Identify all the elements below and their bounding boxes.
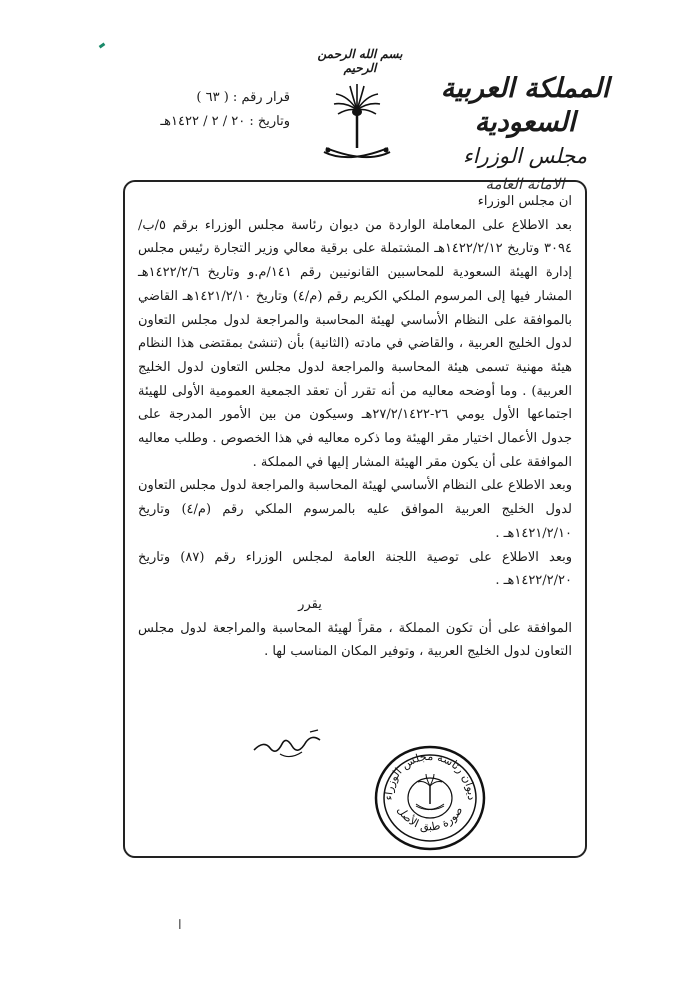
seal-bottom-text: صورة طبق الأصل [394,804,466,834]
paragraph-decision: الموافقة على أن تكون المملكة ، مقراً لهيئة المحاسبة والمراجعة لدول مجلس التعاون لدول الخليج العربية ، وتوفير المكان المناسب لها . [138,620,572,660]
page-number: ا [178,918,182,933]
official-seal-icon [372,742,488,854]
svg-text:صورة طبق الأصل [395,804,466,833]
document-body [138,190,572,664]
decision-reference [140,86,290,134]
emblem-icon [318,82,396,174]
paragraph-statute: وبعد الاطلاع على النظام الأساسي لهيئة المحاسبة والمراجعة لدول مجلس التعاون لدول الخليج العربية الموافق عليه بالمرسوم الملكي رقم (م/٤) وتاريخ ١٤٢١/٢/١٠هـ . [138,478,572,541]
kingdom-title: المملكة العربية السعودية [440,73,610,138]
paragraph-recommendation: وبعد الاطلاع على توصية اللجنة العامة لمجلس الوزراء رقم (٨٧) وتاريخ ١٤٢٢/٢/٢٠هـ . [138,549,572,589]
seal-top-text: ديوان رئاسة مجلس الوزراء [381,749,479,801]
paragraph-preamble: بعد الاطلاع على المعاملة الواردة من ديوان رئاسة مجلس الوزراء برقم ٥/ب/٣٠٩٤ وتاريخ ١٤٢٢/٢/١٢هـ المشتملة على برقية معالي وزير التجارة رئيس مجلس إدارة الهيئة السعودية للمحاسبين القانونيين رقم ١٤١/م.و وتاريخ ١٤٢٢/٢/٦هـ المشار فيها إلى المرسوم الملكي الكريم رقم (م/٤) وتاريخ ١٤٢١/٢/١٠هـ القاضي بالموافقة على النظام الأساسي لهيئة المحاسبة والمراجعة لدول مجلس التعاون لدول الخليج العربية ، والقاضي في مادته (الثانية) بأن (تنشئ بمقتضى هذا النظام هيئة مهنية تسمى هيئة المحاسبة والمراجعة لدول مجلس التعاون لدول الخليج العربية) . وما أوضحه معاليه من أنه تقرر أن تعقد الجمعية العمومية الأولى للهيئة اجتماعها الأول يومي ٢٦-٢٧/٢/١٤٢٢هـ وسيكون من بين الأمور المدرجة على جدول الأعمال اختيار مقر الهيئة وما ذكره معاليه في هذا الخصوص . وطلب معاليه الموافقة على أن يكون مقر الهيئة المشار إليها في المملكة . [138,217,573,470]
basmala: بسم الله الرحمن الرحيم [317,47,403,75]
decision-date: وتاريخ : ٢٠ / ٢ / ١٤٢٢هـ [160,114,290,129]
council-title: مجلس الوزراء [462,144,588,168]
opening-line: ان مجلس الوزراء [477,194,572,209]
secretariat-title: الامانة العامة [485,175,565,193]
decision-number: قرار رقم : ( ٦٣ ) [196,90,290,105]
letterhead [430,72,620,194]
decides-heading: يقرر [298,596,322,612]
corner-mark [99,43,106,49]
signature-icon [250,726,330,766]
